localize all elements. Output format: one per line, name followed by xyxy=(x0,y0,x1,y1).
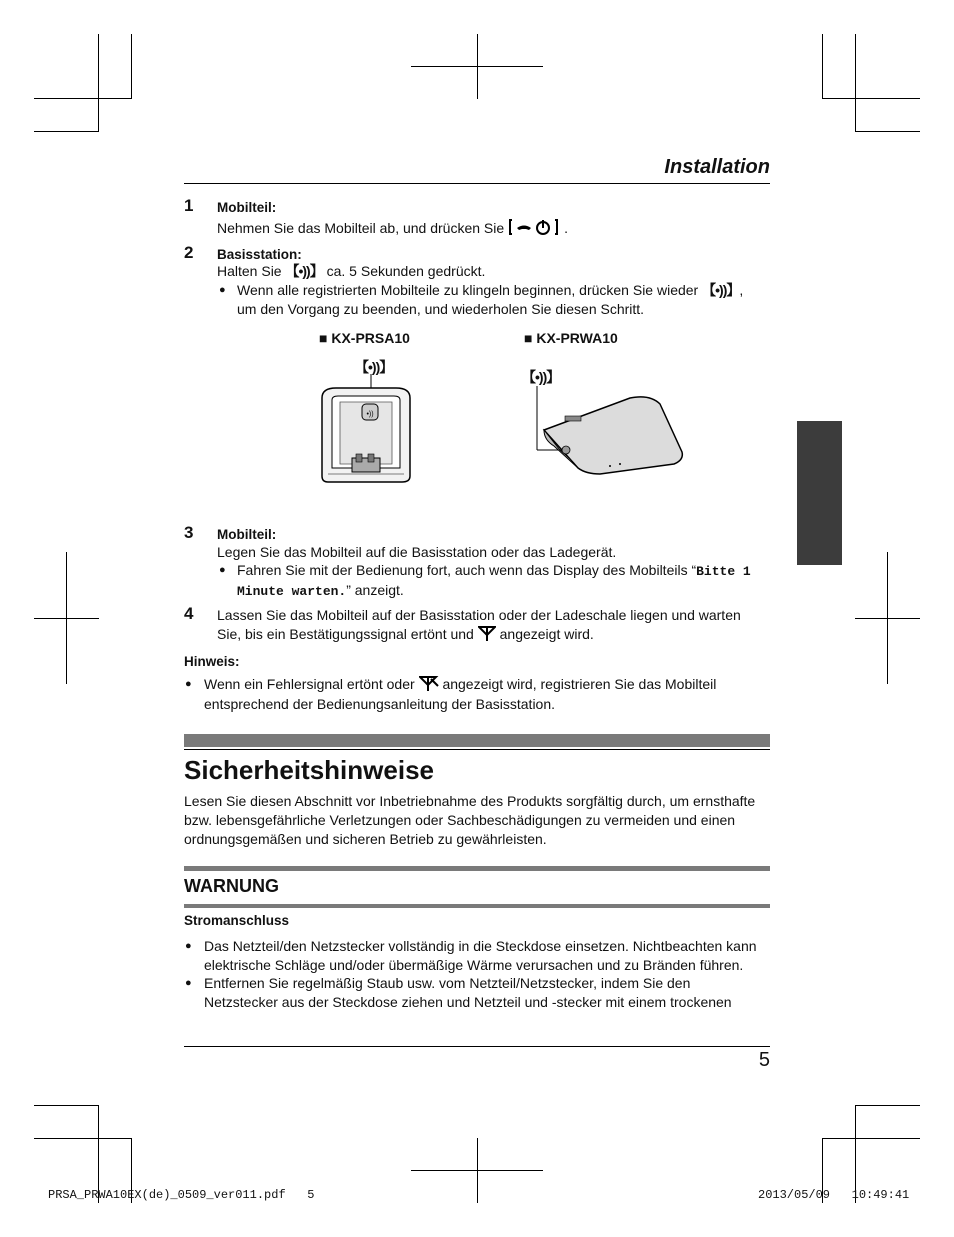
bullet: ● xyxy=(185,940,192,952)
section-rule xyxy=(184,734,770,747)
step-text: Legen Sie das Mobilteil auf die Basisstation oder das Ladegerät. xyxy=(217,544,617,560)
step-number: 3 xyxy=(184,523,194,542)
figure-key-label: 【•))】 xyxy=(355,359,393,375)
note-text: Wenn ein Fehlersignal ertönt oder angezeigt wird, registrieren Sie das Mobilteil xyxy=(204,676,717,692)
svg-text:•)): •)) xyxy=(366,411,374,418)
figure-key-label: 【•))】 xyxy=(522,369,560,385)
note-title: Hinweis: xyxy=(184,654,240,669)
bullet: ● xyxy=(219,564,226,576)
antenna-icon xyxy=(478,626,496,642)
step-text: Lassen Sie das Mobilteil auf der Basisstation oder der Ladeschale liegen und warten xyxy=(217,607,741,623)
step-label: Mobilteil: xyxy=(217,527,277,542)
bullet-text: Minute warten.” anzeigt. xyxy=(237,582,404,599)
print-filename: PRSA_PRWA10EX(de)_0509_ver011.pdf 5 xyxy=(48,1188,315,1202)
bullet-text: um den Vorgang zu beenden, und wiederholen Sie diesen Schritt. xyxy=(237,301,645,317)
step-number: 4 xyxy=(184,604,194,623)
section-heading: Sicherheitshinweise xyxy=(184,755,434,785)
bullet-text: elektrische Schläge und/oder übermäßige Wärme verursachen und zu Bränden führen. xyxy=(204,957,744,973)
header-rule xyxy=(184,183,770,184)
base-station-illustration xyxy=(520,380,690,480)
step-text: Nehmen Sie das Mobilteil ab, und drücken Sie . xyxy=(217,220,568,236)
side-tab xyxy=(797,421,842,565)
bullet-text: Entfernen Sie regelmäßig Staub usw. vom Netzteil/Netzstecker, indem Sie den xyxy=(204,975,691,991)
sub-heading: Stromanschluss xyxy=(184,913,290,928)
print-timestamp: 2013/05/09 10:49:41 xyxy=(758,1188,910,1202)
section-rule xyxy=(184,749,770,750)
bullet: ● xyxy=(185,678,192,690)
bullet-text: Netzstecker aus der Steckdose ziehen und Netzteil und -stecker mit einem trockenen xyxy=(204,994,732,1010)
intro-text: ordnungsgemäßen und sicheren Betrieb zu gewährleisten. xyxy=(184,831,547,847)
subsection-rule xyxy=(184,866,770,871)
intro-text: Lesen Sie diesen Abschnitt vor Inbetriebnahme des Produkts sorgfältig durch, um ernsthafte xyxy=(184,793,756,809)
figure-label: ■ KX-PRSA10 xyxy=(319,330,410,346)
warning-heading: WARNUNG xyxy=(184,876,279,896)
note-text: entsprechend der Bedienungsanleitung der Basisstation. xyxy=(204,696,556,712)
step-text: Halten Sie 【•))】 ca. 5 Sekunden gedrückt. xyxy=(217,263,486,279)
footer-rule xyxy=(184,1046,770,1047)
intro-text: bzw. lebensgefährliche Verletzungen oder Sachbeschädigungen zu vermeiden und einen xyxy=(184,812,736,828)
off-hook-power-key-icon xyxy=(508,218,564,236)
page-number: 5 xyxy=(758,1049,770,1071)
figure-label: ■ KX-PRWA10 xyxy=(524,330,618,346)
step-label: Mobilteil: xyxy=(217,200,277,215)
bullet-text: Wenn alle registrierten Mobilteile zu klingeln beginnen, drücken Sie wieder 【•))】, xyxy=(237,282,744,298)
step-label: Basisstation: xyxy=(217,247,302,262)
step-number: 1 xyxy=(184,196,194,215)
step-text: Sie, bis ein Bestätigungssignal ertönt und angezeigt wird. xyxy=(217,626,594,642)
bullet: ● xyxy=(185,977,192,989)
page-key-icon: 【•))】 xyxy=(702,282,740,298)
antenna-error-icon xyxy=(419,676,439,692)
page-key-icon: 【•))】 xyxy=(285,263,323,279)
base-station-illustration xyxy=(316,370,416,486)
bullet: ● xyxy=(219,284,226,296)
bullet-text: Fahren Sie mit der Bedienung fort, auch wenn das Display des Mobilteils “Bitte 1 xyxy=(237,562,751,579)
bullet-text: Das Netzteil/den Netzstecker vollständig in die Steckdose einsetzen. Nichtbeachten kann xyxy=(204,938,757,954)
section-title: Installation xyxy=(664,156,770,178)
subsection-rule xyxy=(184,904,770,908)
step-number: 2 xyxy=(184,243,194,262)
